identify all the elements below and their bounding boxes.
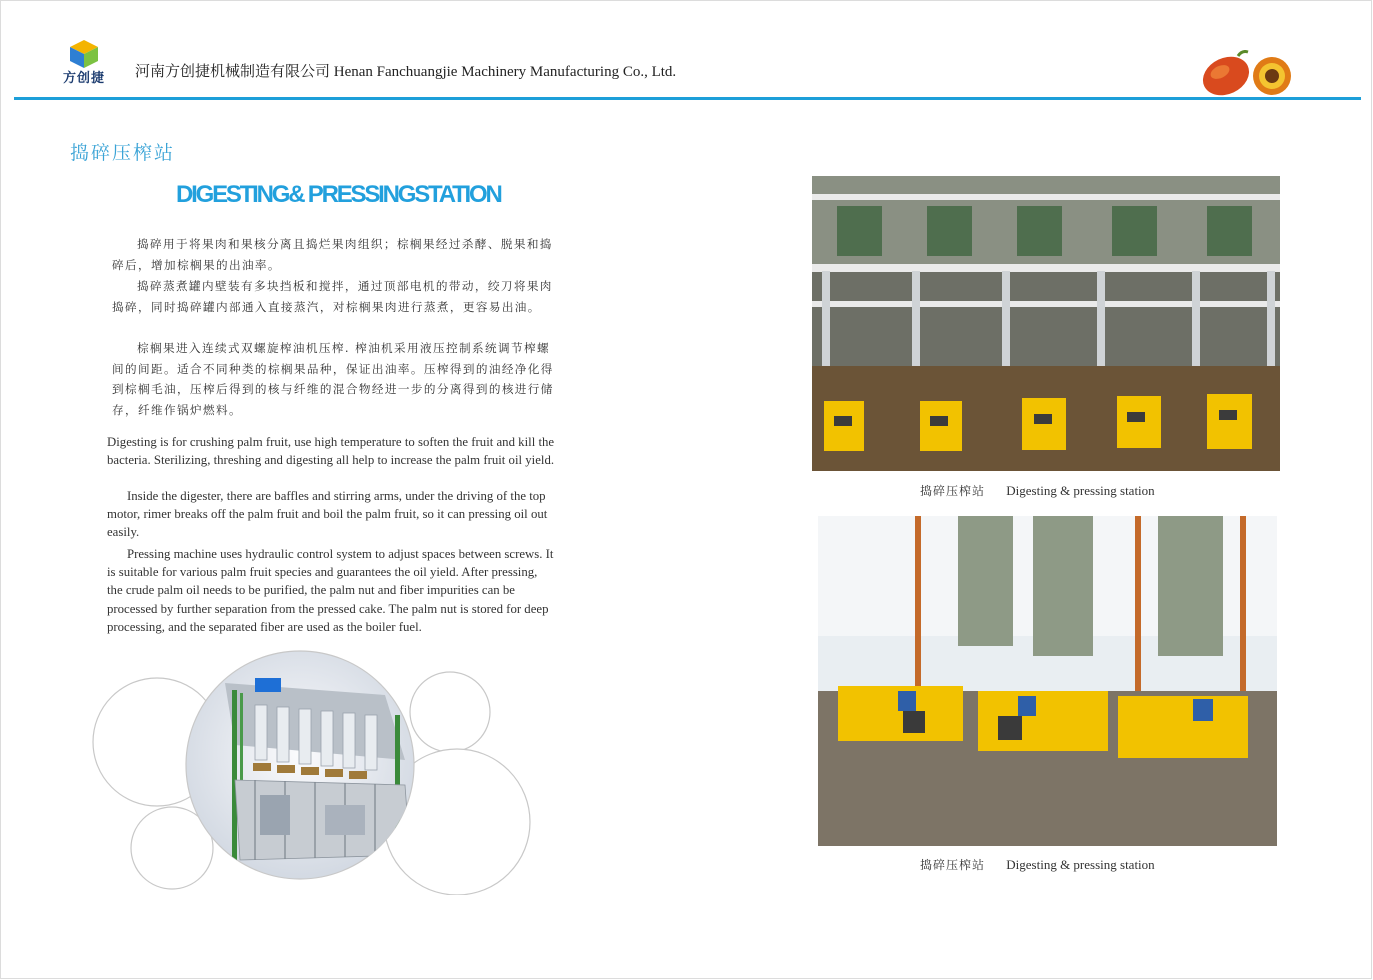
- photo-pressing-station-1: [812, 176, 1280, 471]
- photo-caption-2-cn: 捣碎压榨站: [920, 858, 986, 872]
- company-name: 河南方创捷机械制造有限公司 Henan Fanchuangjie Machinery Manufacturing Co., Ltd.: [135, 64, 677, 80]
- section-title-en: DIGESTING& PRESSINGSTATION: [176, 181, 501, 208]
- cn-paragraph-2: 捣碎蒸煮罐内壁装有多块挡板和搅拌，通过顶部电机的带动，绞刀将果肉捣碎，同时捣碎罐内部通入直接蒸汽，对棕榈果肉进行蒸煮，更容易出油。: [112, 279, 553, 314]
- logo-text: 方创捷: [62, 71, 105, 86]
- cn-paragraph-1: 捣碎用于将果肉和果核分离且捣烂果肉组织；棕榈果经过杀酵、脱果和捣碎后，增加棕榈果的出油率。: [112, 237, 553, 272]
- cn-paragraph-3: 棕榈果进入连续式双螺旋榨油机压榨. 榨油机采用液压控制系统调节榨螺间的间距。适合不同种类的棕榈果品种，保证出油率。压榨得到的油经净化得到棕榈毛油，压榨后得到的核与纤维的混合物经进一步的分离得到的核进行储存，纤维作锅炉燃料。: [112, 341, 554, 417]
- company-logo: [54, 40, 114, 88]
- photo-pressing-station-2: [818, 516, 1277, 846]
- header-rule: [14, 97, 1361, 100]
- photo-caption-2: [920, 856, 1155, 873]
- section-title-cn: 捣碎压榨站: [70, 142, 176, 164]
- en-paragraph-1: Digesting is for crushing palm fruit, use high temperature to soften the fruit and kill the bacteria. Sterilizing, threshing and digesting all help to increase the palm fruit oil yield.: [107, 435, 555, 468]
- photo-caption-1-en: Digesting & pressing station: [1006, 483, 1155, 498]
- palm-fruit-icon: [1198, 50, 1298, 103]
- plant-3d-diagram: [85, 645, 545, 900]
- en-paragraph-2: Inside the digester, there are baffles and stirring arms, under the driving of the top motor, rimer breaks off the palm fruit and boil the palm fruit, so it can pressing oil out easily.: [107, 489, 548, 540]
- photo-caption-2-en: Digesting & pressing station: [1006, 857, 1155, 872]
- photo-caption-1-cn: 捣碎压榨站: [920, 484, 986, 498]
- cube-logo-icon: [68, 40, 100, 68]
- en-paragraph-3: Pressing machine uses hydraulic control system to adjust spaces between screws. It is suitable for various palm fruit species and guarantees the oil yield. After pressing, the crude palm oil needs to be purified, the palm nut and fiber impurities can be processed by further separation from the pressed cake. The palm nut is stored for deep processing, and the separated fiber are used as the boiler fuel.: [107, 547, 554, 634]
- photo-caption-1: [920, 482, 1155, 499]
